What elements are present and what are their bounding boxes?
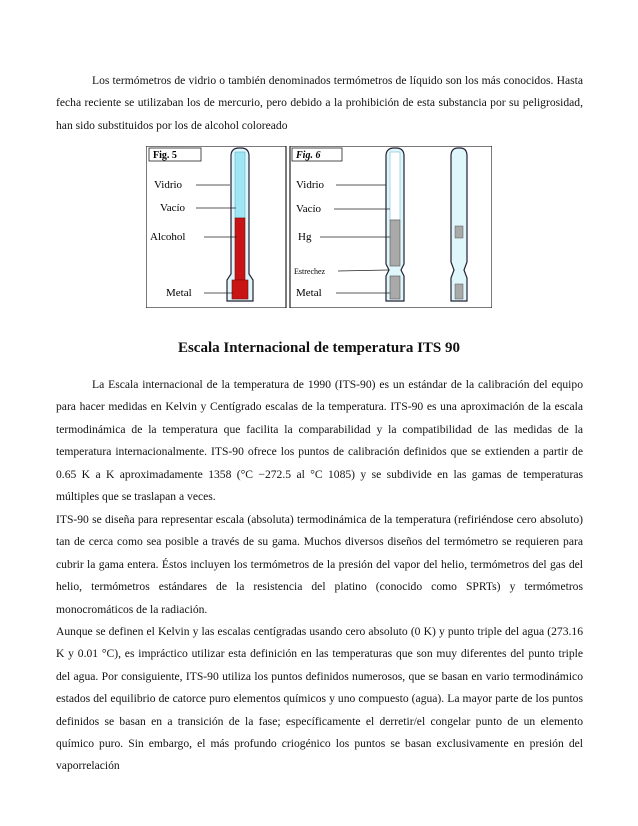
- fig6-label-constriction: Estrechez: [294, 267, 326, 276]
- fig6-second-mercury-thread: [455, 226, 463, 238]
- fig3-alcohol-bulb: [232, 280, 248, 299]
- fig3-tag: Fig. 5: [153, 150, 177, 161]
- fig3-label-alcohol: Alcohol: [150, 231, 186, 243]
- fig6-mercury-column: [390, 220, 400, 266]
- fig3-frame: [146, 146, 286, 308]
- fig6-mercury-bulb: [390, 276, 400, 299]
- fig6-label-mercury: Hg: [298, 231, 312, 243]
- fig6-label-vacuum: Vacío: [296, 203, 322, 215]
- body-paragraph-1: La Escala internacional de la temperatura de 1990 (ITS-90) es un estándar de la calibración del equipo para hacer medidas en Kelvin y Centígrado escalas de la temperatura. ITS-90 es una aproximación de la escala termodinámica de la temperatura que facilita la comparabilidad y la compatibilidad de las medidas de la temperatura internacionalmente. ITS-90 ofrece los puntos de calibración definidos que se extienden a partir de 0.65 K a K aproximadamente 1358 (°C −272.5 al °C 1085) y se subdivide en las gamas de temperaturas múltiples que se traslapan a veces.: [56, 378, 583, 504]
- fig6-second-mercury-bulb: [455, 284, 463, 299]
- fig3-alcohol-column: [235, 218, 245, 280]
- intro-paragraph: Los termómetros de vidrio o también denominados termómetros de líquido son los más conocidos. Hasta fecha reciente se utilizaban los de mercurio, pero debido a la prohibición de esta substancia por su peligrosidad, han sido substituidos por los de alcohol coloreado: [56, 74, 583, 132]
- fig6-second-tube: [451, 148, 467, 301]
- body-paragraph-2: ITS-90 se diseña para representar escala (absoluta) termodinámica de la temperatura (refiriéndose cero absoluto) tan de cerca como sea posible a través de su gama. Muchos diversos diseños del termómetro se requieren para cubrir la gama entera. Éstos incluyen los termómetros de la presión del vapor del helio, termómetros del gas del helio, termómetros estándares de la resistencia del platino (conocido como SPRTs) y termómetros monocromáticos de la radiación.: [56, 513, 583, 616]
- fig6-vacuum-column: [390, 152, 400, 220]
- fig3-label-metal: Metal: [166, 287, 192, 299]
- section-heading: Escala Internacional de temperatura ITS 90: [177, 340, 461, 356]
- thermometer-figure: [146, 146, 492, 308]
- fig6-tag: Fig. 6: [296, 150, 321, 161]
- fig3-label-vacuum: Vacío: [160, 202, 186, 214]
- fig6-label-metal: Metal: [296, 287, 322, 299]
- fig3-label-glass: Vidrio: [154, 179, 183, 191]
- fig6-label-glass: Vidrio: [296, 179, 325, 191]
- body-paragraph-3: Aunque se definen el Kelvin y las escalas centígradas usando cero absoluto (0 K) y punto triple del agua (273.16 K y 0.01 °C), es impráctico utilizar esta definición en las temperaturas que son muy diferentes del punto triple del agua. Por consiguiente, ITS-90 utiliza los puntos definidos numerosos, que se basan en vario termodinámico estados del equilibrio de catorce puro elementos químicos y uno compuesto (agua). La mayor parte de los puntos definidos se basan en a transición de la fase; específicamente el derretir/el congelar punto de un elemento químico puro. Sin embargo, el más profundo criogénico los puntos se basan exclusivamente en presión del vaporrelación: [56, 625, 583, 773]
- fig3-vacuum-column: [235, 152, 245, 218]
